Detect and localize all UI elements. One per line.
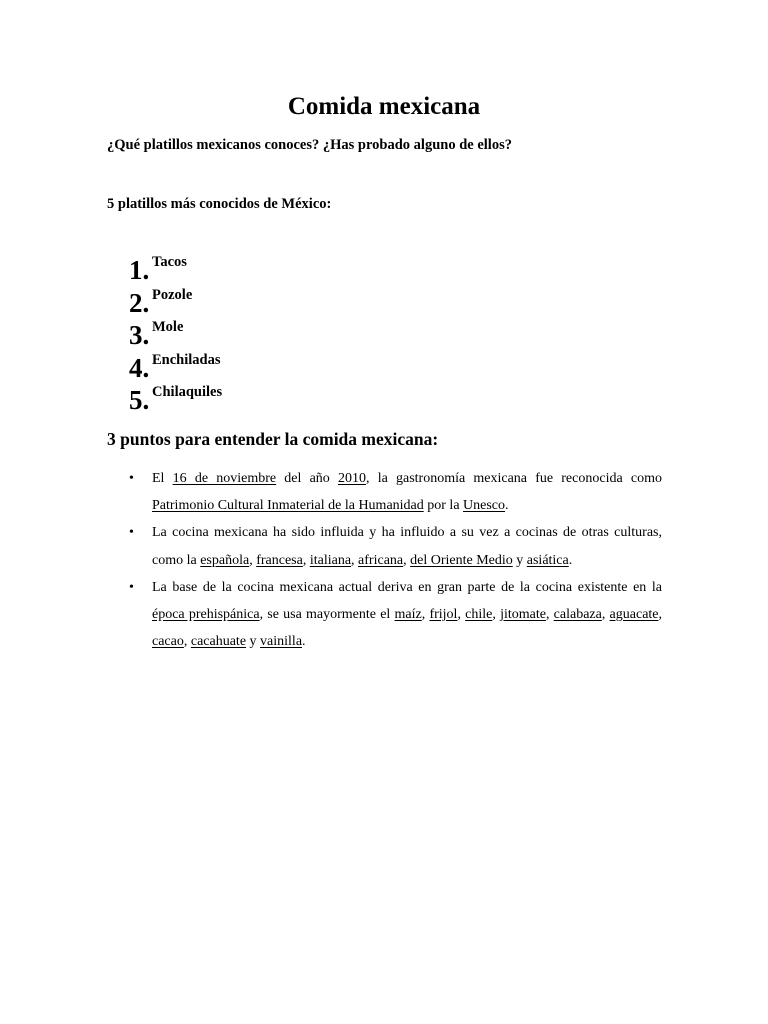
- text-segment: ,: [403, 552, 411, 568]
- text-segment: .: [302, 634, 306, 650]
- bullet-icon: •: [129, 579, 134, 595]
- text-segment: y: [512, 552, 527, 568]
- inline-link[interactable]: 2010: [338, 471, 366, 486]
- text-segment: ,: [457, 607, 466, 623]
- text-segment: ,: [601, 607, 610, 623]
- text-segment: ,: [302, 552, 310, 568]
- dish-name: Chilaquiles: [152, 384, 223, 400]
- dishes-subheading: 5 platillos más conocidos de México:: [107, 196, 332, 212]
- text-segment: ,: [183, 634, 191, 650]
- inline-link[interactable]: asiática: [526, 552, 569, 568]
- list-number: 1.: [129, 255, 150, 285]
- inline-link[interactable]: francesa: [256, 552, 303, 568]
- text-segment: y: [246, 634, 261, 650]
- dish-name: Mole: [152, 319, 184, 335]
- text-segment: .: [505, 498, 509, 514]
- inline-link[interactable]: italiana: [309, 552, 352, 568]
- point-text: [152, 525, 662, 567]
- text-segment: del año: [276, 471, 338, 486]
- inline-link[interactable]: cacahuate: [190, 634, 247, 650]
- list-number: 3.: [129, 320, 150, 350]
- text-segment: El: [152, 471, 173, 486]
- text-segment: , se usa mayormente el: [259, 607, 395, 623]
- text-segment: ,: [658, 607, 663, 623]
- text-segment: , la gastronomía mexicana fue reconocida como: [366, 471, 662, 486]
- inline-link[interactable]: del Oriente Medio: [410, 552, 513, 568]
- inline-link[interactable]: frijol: [429, 607, 458, 623]
- dish-name: Tacos: [152, 254, 187, 270]
- inline-link[interactable]: cacao: [152, 634, 184, 650]
- text-segment: La base de la cocina mexicana actual deriva en gran parte de la cocina existente en la: [152, 579, 662, 595]
- inline-link[interactable]: africana: [358, 552, 404, 568]
- text-segment: ,: [351, 552, 359, 568]
- inline-link[interactable]: calabaza: [553, 607, 602, 623]
- inline-link[interactable]: chile: [465, 607, 493, 623]
- inline-link[interactable]: maíz: [394, 607, 422, 623]
- list-number: 4.: [129, 352, 150, 383]
- list-item: [129, 465, 662, 519]
- point-text: [152, 580, 662, 649]
- point-text: [152, 471, 662, 513]
- inline-link[interactable]: época prehispánica: [152, 607, 260, 623]
- inline-link[interactable]: vainilla: [260, 634, 303, 650]
- inline-link[interactable]: aguacate: [609, 607, 659, 623]
- text-segment: ,: [421, 607, 430, 623]
- inline-link[interactable]: 16 de noviembre: [172, 471, 277, 486]
- dish-name: Enchiladas: [152, 351, 221, 368]
- list-item: [129, 574, 662, 656]
- intro-question: ¿Qué platillos mexicanos conoces? ¿Has probado alguno de ellos?: [107, 137, 512, 153]
- text-segment: ,: [545, 607, 554, 623]
- points-heading: 3 puntos para entender la comida mexicana:: [107, 429, 439, 449]
- page-title: Comida mexicana: [287, 93, 481, 120]
- text-segment: por la: [423, 498, 464, 514]
- list-number: 2.: [129, 287, 150, 318]
- text-segment: La cocina mexicana ha sido influida y ha influido a su vez a cocinas de otras culturas, como la: [152, 525, 662, 568]
- text-segment: ,: [249, 552, 257, 568]
- text-segment: .: [568, 552, 573, 568]
- inline-link[interactable]: Patrimonio Cultural Inmaterial de la Humanidad: [152, 498, 424, 514]
- inline-link[interactable]: jitomate: [500, 607, 546, 623]
- list-item: [129, 519, 662, 573]
- inline-link[interactable]: española: [200, 552, 250, 568]
- bullet-icon: •: [129, 525, 134, 541]
- inline-link[interactable]: Unesco: [463, 498, 506, 514]
- dish-name: Pozole: [152, 286, 193, 303]
- text-segment: ,: [492, 607, 501, 623]
- list-number: 5.: [129, 385, 150, 415]
- points-list: [129, 465, 662, 655]
- bullet-icon: •: [129, 471, 134, 486]
